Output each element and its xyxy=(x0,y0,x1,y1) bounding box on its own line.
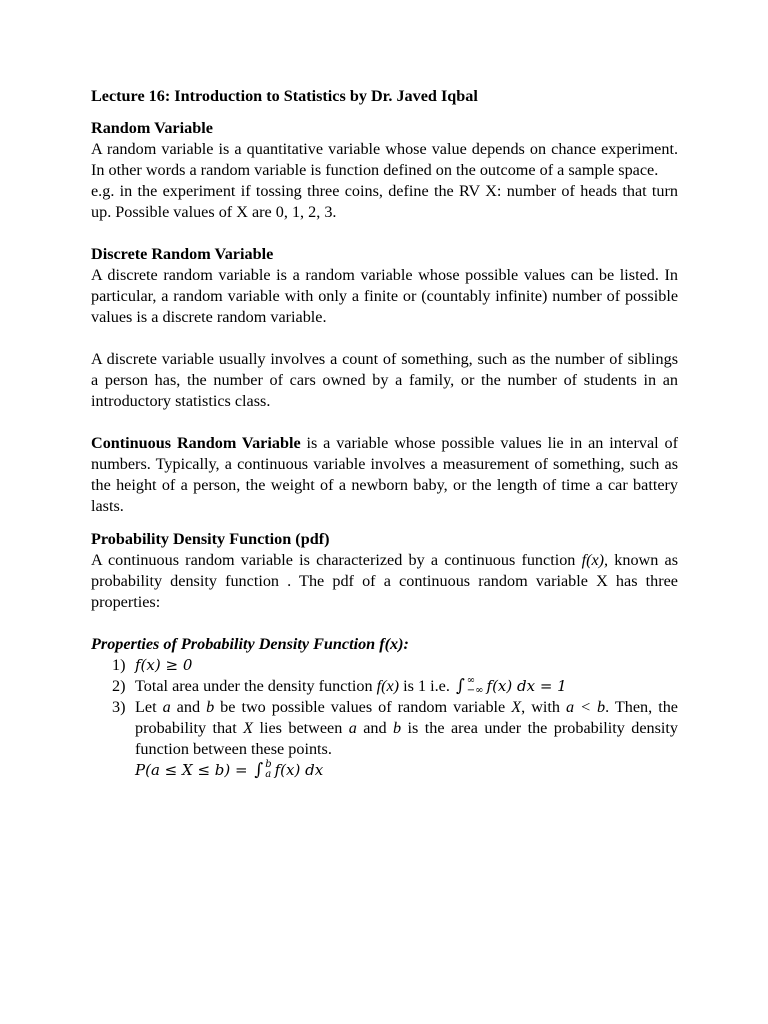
formula-probability-interval xyxy=(91,760,678,781)
pdf-text-b: known as probability density function . The pdf of a continuous random variable X has three properties: xyxy=(91,551,678,611)
lower-limit: a xyxy=(265,769,272,780)
pdf-text-a: A continuous random variable is characterized by a continuous function xyxy=(91,551,582,569)
property-2-text-a: Total area under the density function xyxy=(135,677,377,695)
random-variable-example: e.g. in the experiment if tossing three coins, define the RV X: number of heads that turn up. Possible values of X are 0, 1, 2, 3. xyxy=(91,182,678,221)
property-item-3 xyxy=(91,697,678,760)
text: Let xyxy=(135,698,163,716)
heading-pdf: Probability Density Function (pdf) xyxy=(91,530,330,548)
text: . Then, the probability that xyxy=(135,698,678,737)
formula-nonnegative: f(x) ≥ 0 xyxy=(135,656,193,674)
heading-random-variable: Random Variable xyxy=(91,119,213,137)
var-a: a xyxy=(348,719,357,737)
text: lies between xyxy=(253,719,349,737)
upper-limit: b xyxy=(265,759,272,770)
text: and xyxy=(356,719,394,737)
integral-limits xyxy=(467,676,484,696)
integral-sign: ∫ xyxy=(455,676,465,696)
document-content xyxy=(91,86,678,781)
list-number: 2) xyxy=(112,677,126,695)
heading-discrete-random-variable: Discrete Random Variable xyxy=(91,245,274,263)
spacer xyxy=(91,613,678,634)
spacer xyxy=(91,223,678,244)
continuous-paragraph xyxy=(91,433,678,517)
continuous-term: Continuous Random Variable xyxy=(91,434,301,452)
spacer xyxy=(91,517,678,529)
var-b: b xyxy=(393,719,402,737)
formula-right: f(x) dx xyxy=(274,761,324,779)
text: be two possible values of random variable xyxy=(214,698,512,716)
property-2-text-b: is 1 i.e. xyxy=(399,677,454,695)
var-a: a xyxy=(162,698,171,716)
property-item-2 xyxy=(91,676,678,697)
integral-body: f(x) dx = 1 xyxy=(486,677,567,695)
property-item-1 xyxy=(91,655,678,676)
integral-limits xyxy=(265,760,271,780)
property-2-fx: f(x) xyxy=(376,677,400,695)
var-b: b xyxy=(206,698,215,716)
discrete-example: A discrete variable usually involves a count of something, such as the number of siblings a person has, the number of cars owned by a family, or the number of students in an introductory statistics class. xyxy=(91,350,678,410)
text: is the area under the probability density function between these points. xyxy=(135,719,678,758)
upper-limit: ∞ xyxy=(466,675,476,686)
lecture-title: Lecture 16: Introduction to Statistics by Dr. Javed Iqbal xyxy=(91,87,478,105)
var-x: X xyxy=(243,719,254,737)
integral-group xyxy=(252,761,274,779)
heading-pdf-properties: Properties of Probability Density Function f(x): xyxy=(91,635,409,653)
formula-left: P(a ≤ X ≤ b) = xyxy=(135,761,253,779)
list-number: 3) xyxy=(112,698,126,716)
pdf-fx: f(x), xyxy=(581,551,609,569)
var-x: X xyxy=(511,698,522,716)
continuous-definition: is a variable whose possible values lie in an interval of numbers. Typically, a continuous variable involves a measurement of something, such as the height of a person, the weight of a newborn baby, or the length of time a car battery lasts. xyxy=(91,434,678,515)
random-variable-definition: A random variable is a quantitative variable whose value depends on chance experiment. In other words a random variable is function defined on the outcome of a sample space. xyxy=(91,140,678,179)
list-number: 1) xyxy=(112,656,126,674)
formula-total-area xyxy=(454,677,567,695)
text: and xyxy=(170,698,207,716)
spacer xyxy=(91,412,678,433)
pdf-paragraph xyxy=(91,550,678,613)
text: , with xyxy=(521,698,566,716)
pdf-properties-list xyxy=(91,655,678,760)
discrete-definition: A discrete random variable is a random variable whose possible values can be listed. In particular, a random variable with only a finite or (countably infinite) number of possible values is a discrete random variable. xyxy=(91,266,678,326)
integral-sign: ∫ xyxy=(254,760,264,780)
spacer xyxy=(91,328,678,349)
condition: a < b xyxy=(565,698,606,716)
lower-limit: −∞ xyxy=(466,685,484,696)
